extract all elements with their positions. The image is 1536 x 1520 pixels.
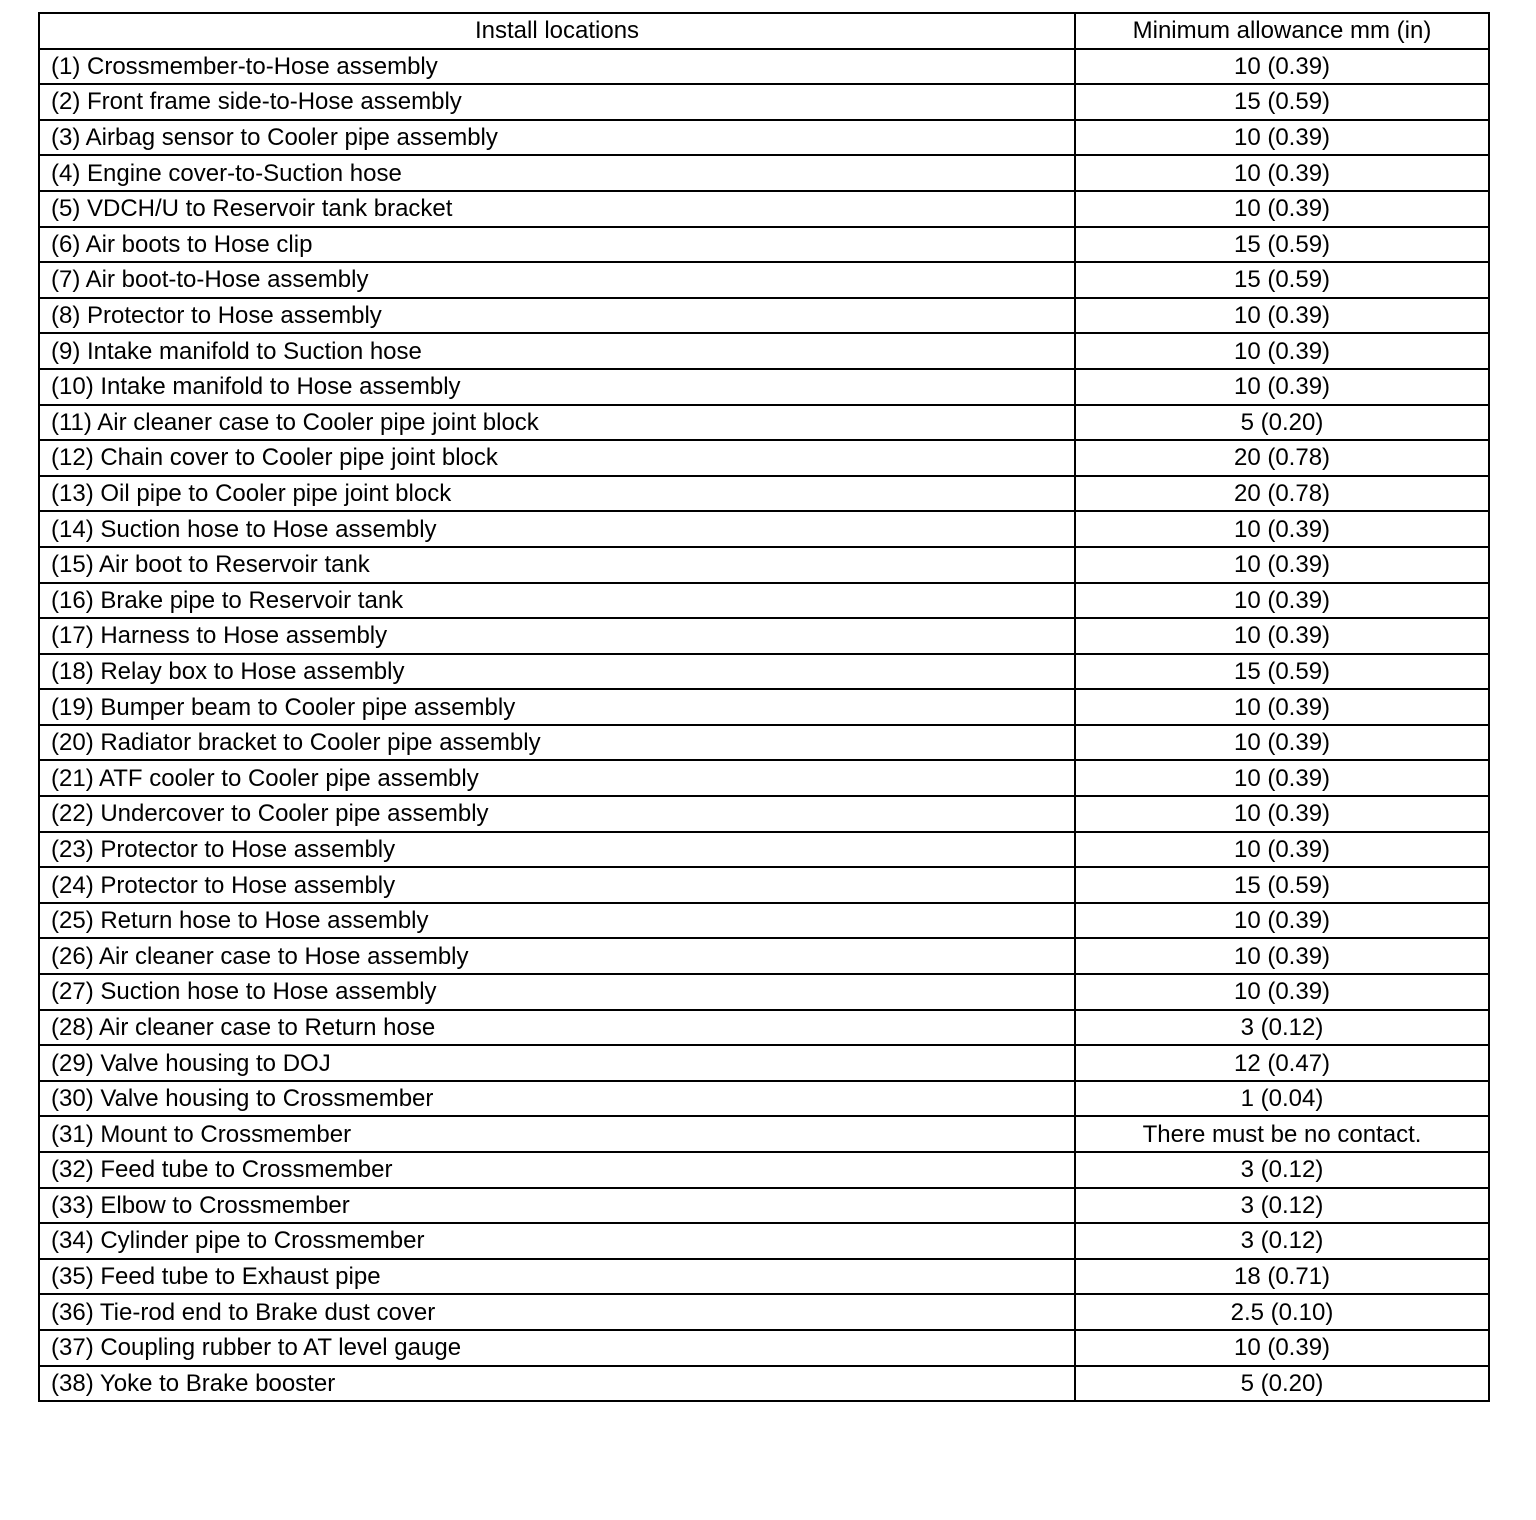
install-location-cell: (9) Intake manifold to Suction hose bbox=[39, 333, 1075, 369]
install-location-cell: (17) Harness to Hose assembly bbox=[39, 618, 1075, 654]
minimum-allowance-cell: 10 (0.39) bbox=[1075, 511, 1489, 547]
table-row bbox=[39, 547, 1489, 583]
install-location-cell: (18) Relay box to Hose assembly bbox=[39, 654, 1075, 690]
install-location-cell: (22) Undercover to Cooler pipe assembly bbox=[39, 796, 1075, 832]
install-location-cell: (38) Yoke to Brake booster bbox=[39, 1366, 1075, 1402]
table-row bbox=[39, 867, 1489, 903]
minimum-allowance-cell: 10 (0.39) bbox=[1075, 120, 1489, 156]
install-location-cell: (19) Bumper beam to Cooler pipe assembly bbox=[39, 689, 1075, 725]
minimum-allowance-cell: 20 (0.78) bbox=[1075, 440, 1489, 476]
table-row bbox=[39, 1188, 1489, 1224]
minimum-allowance-cell: 10 (0.39) bbox=[1075, 938, 1489, 974]
table-row bbox=[39, 1045, 1489, 1081]
minimum-allowance-cell: 3 (0.12) bbox=[1075, 1010, 1489, 1046]
minimum-allowance-cell: 10 (0.39) bbox=[1075, 1330, 1489, 1366]
table-row bbox=[39, 191, 1489, 227]
minimum-allowance-cell: 12 (0.47) bbox=[1075, 1045, 1489, 1081]
install-location-cell: (33) Elbow to Crossmember bbox=[39, 1188, 1075, 1224]
minimum-allowance-cell: 10 (0.39) bbox=[1075, 547, 1489, 583]
install-location-cell: (4) Engine cover-to-Suction hose bbox=[39, 155, 1075, 191]
minimum-allowance-cell: 3 (0.12) bbox=[1075, 1188, 1489, 1224]
minimum-allowance-cell: 10 (0.39) bbox=[1075, 796, 1489, 832]
minimum-allowance-cell: 5 (0.20) bbox=[1075, 1366, 1489, 1402]
install-location-cell: (25) Return hose to Hose assembly bbox=[39, 903, 1075, 939]
install-location-cell: (5) VDCH/U to Reservoir tank bracket bbox=[39, 191, 1075, 227]
table-row bbox=[39, 405, 1489, 441]
install-location-cell: (7) Air boot-to-Hose assembly bbox=[39, 262, 1075, 298]
table-row bbox=[39, 84, 1489, 120]
table-row bbox=[39, 1259, 1489, 1295]
minimum-allowance-cell: 10 (0.39) bbox=[1075, 760, 1489, 796]
table-row bbox=[39, 1010, 1489, 1046]
table-row bbox=[39, 227, 1489, 263]
table-row bbox=[39, 1081, 1489, 1117]
install-location-cell: (10) Intake manifold to Hose assembly bbox=[39, 369, 1075, 405]
table-row bbox=[39, 262, 1489, 298]
minimum-allowance-cell: 15 (0.59) bbox=[1075, 867, 1489, 903]
table-row bbox=[39, 1294, 1489, 1330]
minimum-allowance-cell: 10 (0.39) bbox=[1075, 298, 1489, 334]
minimum-allowance-cell: 15 (0.59) bbox=[1075, 654, 1489, 690]
table-row bbox=[39, 511, 1489, 547]
minimum-allowance-cell: 2.5 (0.10) bbox=[1075, 1294, 1489, 1330]
minimum-allowance-cell: 3 (0.12) bbox=[1075, 1223, 1489, 1259]
install-location-cell: (8) Protector to Hose assembly bbox=[39, 298, 1075, 334]
minimum-allowance-cell: 1 (0.04) bbox=[1075, 1081, 1489, 1117]
table-row bbox=[39, 369, 1489, 405]
install-location-cell: (30) Valve housing to Crossmember bbox=[39, 1081, 1075, 1117]
install-location-cell: (29) Valve housing to DOJ bbox=[39, 1045, 1075, 1081]
install-location-cell: (12) Chain cover to Cooler pipe joint block bbox=[39, 440, 1075, 476]
table-row bbox=[39, 618, 1489, 654]
minimum-allowance-cell: 15 (0.59) bbox=[1075, 84, 1489, 120]
install-location-cell: (34) Cylinder pipe to Crossmember bbox=[39, 1223, 1075, 1259]
minimum-allowance-cell: 10 (0.39) bbox=[1075, 903, 1489, 939]
install-location-cell: (23) Protector to Hose assembly bbox=[39, 832, 1075, 868]
install-location-cell: (37) Coupling rubber to AT level gauge bbox=[39, 1330, 1075, 1366]
table-row bbox=[39, 333, 1489, 369]
table-row bbox=[39, 1223, 1489, 1259]
table-row bbox=[39, 974, 1489, 1010]
header-install-locations: Install locations bbox=[39, 13, 1075, 49]
install-location-cell: (21) ATF cooler to Cooler pipe assembly bbox=[39, 760, 1075, 796]
minimum-allowance-cell: 10 (0.39) bbox=[1075, 725, 1489, 761]
minimum-allowance-table bbox=[38, 12, 1490, 1402]
table-row bbox=[39, 796, 1489, 832]
table-header bbox=[39, 13, 1489, 49]
minimum-allowance-cell: 10 (0.39) bbox=[1075, 618, 1489, 654]
table-row bbox=[39, 298, 1489, 334]
table-row bbox=[39, 120, 1489, 156]
install-location-cell: (20) Radiator bracket to Cooler pipe assembly bbox=[39, 725, 1075, 761]
install-location-cell: (16) Brake pipe to Reservoir tank bbox=[39, 583, 1075, 619]
minimum-allowance-cell: 15 (0.59) bbox=[1075, 262, 1489, 298]
table-row bbox=[39, 1152, 1489, 1188]
minimum-allowance-cell: 10 (0.39) bbox=[1075, 832, 1489, 868]
install-location-cell: (36) Tie-rod end to Brake dust cover bbox=[39, 1294, 1075, 1330]
table-row bbox=[39, 938, 1489, 974]
install-location-cell: (14) Suction hose to Hose assembly bbox=[39, 511, 1075, 547]
minimum-allowance-cell: 10 (0.39) bbox=[1075, 583, 1489, 619]
table-row bbox=[39, 1366, 1489, 1402]
minimum-allowance-cell: 3 (0.12) bbox=[1075, 1152, 1489, 1188]
install-location-cell: (27) Suction hose to Hose assembly bbox=[39, 974, 1075, 1010]
install-location-cell: (3) Airbag sensor to Cooler pipe assembly bbox=[39, 120, 1075, 156]
install-location-cell: (6) Air boots to Hose clip bbox=[39, 227, 1075, 263]
minimum-allowance-cell: 20 (0.78) bbox=[1075, 476, 1489, 512]
minimum-allowance-cell: 10 (0.39) bbox=[1075, 689, 1489, 725]
minimum-allowance-cell: 10 (0.39) bbox=[1075, 191, 1489, 227]
minimum-allowance-cell: 10 (0.39) bbox=[1075, 974, 1489, 1010]
table-row bbox=[39, 49, 1489, 85]
minimum-allowance-cell: 10 (0.39) bbox=[1075, 369, 1489, 405]
install-location-cell: (24) Protector to Hose assembly bbox=[39, 867, 1075, 903]
install-location-cell: (13) Oil pipe to Cooler pipe joint block bbox=[39, 476, 1075, 512]
minimum-allowance-cell: 15 (0.59) bbox=[1075, 227, 1489, 263]
install-location-cell: (35) Feed tube to Exhaust pipe bbox=[39, 1259, 1075, 1295]
table-row bbox=[39, 760, 1489, 796]
table-row bbox=[39, 155, 1489, 191]
table-row bbox=[39, 903, 1489, 939]
minimum-allowance-cell: 18 (0.71) bbox=[1075, 1259, 1489, 1295]
install-location-cell: (31) Mount to Crossmember bbox=[39, 1116, 1075, 1152]
table-row bbox=[39, 725, 1489, 761]
table-row bbox=[39, 440, 1489, 476]
minimum-allowance-cell: There must be no contact. bbox=[1075, 1116, 1489, 1152]
install-location-cell: (11) Air cleaner case to Cooler pipe joint block bbox=[39, 405, 1075, 441]
table-row bbox=[39, 1330, 1489, 1366]
install-location-cell: (2) Front frame side-to-Hose assembly bbox=[39, 84, 1075, 120]
minimum-allowance-cell: 5 (0.20) bbox=[1075, 405, 1489, 441]
table-row bbox=[39, 583, 1489, 619]
install-location-cell: (32) Feed tube to Crossmember bbox=[39, 1152, 1075, 1188]
install-location-cell: (26) Air cleaner case to Hose assembly bbox=[39, 938, 1075, 974]
minimum-allowance-cell: 10 (0.39) bbox=[1075, 155, 1489, 191]
minimum-allowance-cell: 10 (0.39) bbox=[1075, 49, 1489, 85]
header-minimum-allowance: Minimum allowance mm (in) bbox=[1075, 13, 1489, 49]
table-row bbox=[39, 476, 1489, 512]
header-row bbox=[39, 13, 1489, 49]
table-row bbox=[39, 654, 1489, 690]
install-location-cell: (1) Crossmember-to-Hose assembly bbox=[39, 49, 1075, 85]
table-row bbox=[39, 1116, 1489, 1152]
table-row bbox=[39, 689, 1489, 725]
minimum-allowance-cell: 10 (0.39) bbox=[1075, 333, 1489, 369]
table-body bbox=[39, 49, 1489, 1402]
install-location-cell: (15) Air boot to Reservoir tank bbox=[39, 547, 1075, 583]
install-location-cell: (28) Air cleaner case to Return hose bbox=[39, 1010, 1075, 1046]
table-row bbox=[39, 832, 1489, 868]
